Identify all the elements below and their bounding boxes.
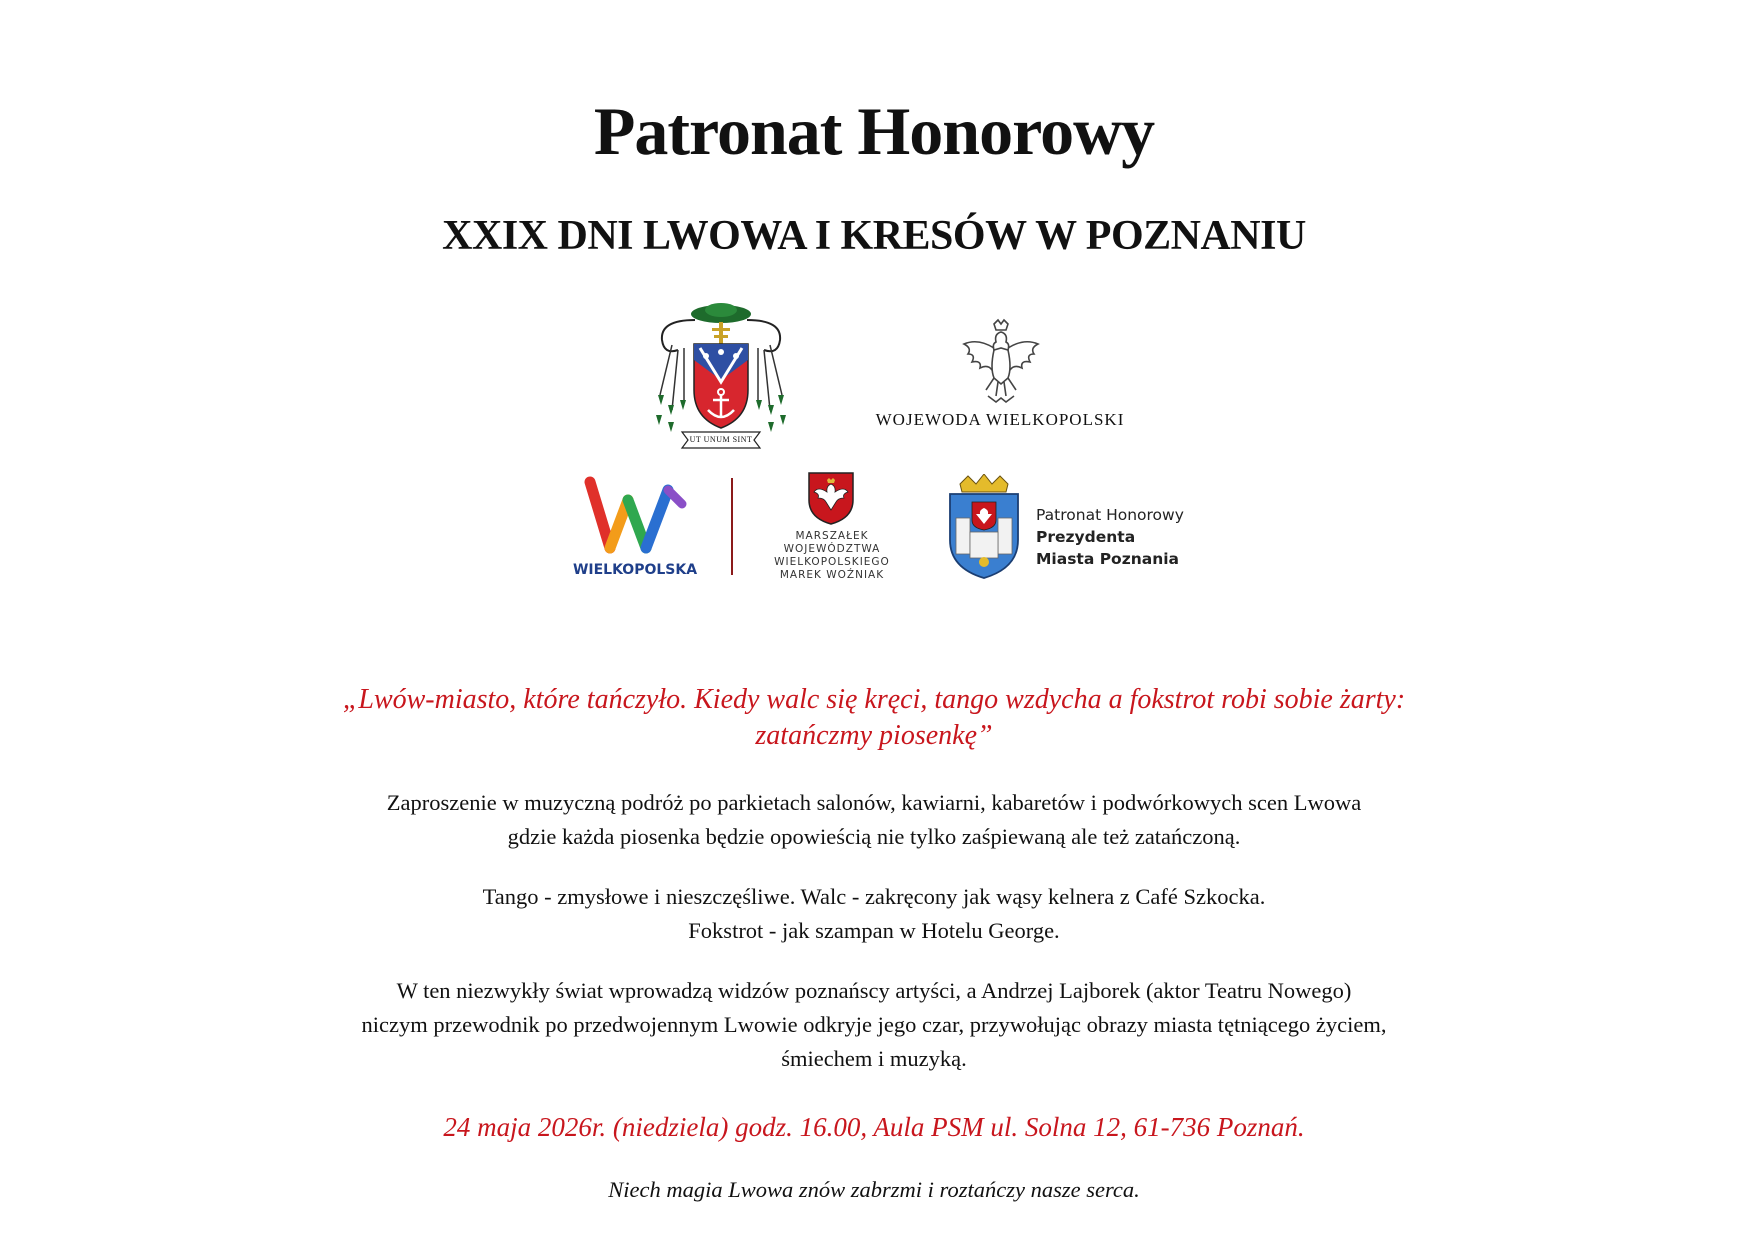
poznan-coat-of-arms-icon bbox=[946, 474, 1022, 580]
closing-line: Niech magia Lwowa znów zabrzmi i roztańczy nasze serca. bbox=[608, 1177, 1140, 1202]
bishop-coat-of-arms-icon bbox=[650, 300, 792, 452]
wielkopolska-label: WIELKOPOLSKA bbox=[572, 562, 698, 578]
quote-line-1: „Lwów-miasto, które tańczyło. Kiedy walc się kręci, tango wzdycha a fokstrot robi sobie żarty: bbox=[342, 684, 1406, 715]
paragraph-artists bbox=[0, 974, 1748, 1076]
poznan-line-3: Miasta Poznania bbox=[1036, 550, 1180, 568]
marszalek-line-3: WIELKOPOLSKIEGO bbox=[774, 556, 890, 568]
poznan-line-2: Prezydenta bbox=[1036, 528, 1136, 546]
paragraph-line: Zaproszenie w muzyczną podróż po parkietach salonów, kawiarni, kabaretów i podwórkowych scen Lwowa bbox=[386, 790, 1362, 815]
marszalek-line-1: MARSZAŁEK bbox=[795, 530, 869, 542]
paragraph-line: Tango - zmysłowe i nieszczęśliwe. Walc - zakręcony jak wąsy kelnera z Café Szkocka. bbox=[482, 884, 1266, 909]
poznan-line-1: Patronat Honorowy bbox=[1036, 506, 1184, 524]
quote bbox=[0, 682, 1748, 754]
marszalek-line-4: MAREK WOŹNIAK bbox=[779, 569, 885, 581]
logo-divider bbox=[731, 478, 733, 575]
event-details: 24 maja 2026r. (niedziela) godz. 16.00, Aula PSM ul. Solna 12, 61-736 Poznań. bbox=[443, 1112, 1305, 1142]
wojewoda-label: WOJEWODA WIELKOPOLSKI bbox=[875, 410, 1125, 429]
paragraph-line: niczym przewodnik po przedwojennym Lwowie odkryje jego czar, przywołując obrazy miasta tętniącego życiem, bbox=[361, 1012, 1387, 1037]
bishop-motto: UT UNUM SINT bbox=[689, 435, 753, 444]
paragraph-line: śmiechem i muzyką. bbox=[781, 1046, 967, 1071]
polish-eagle-icon bbox=[958, 318, 1044, 406]
paragraph-line: W ten niezwykły świat wprowadzą widzów poznańscy artyści, a Andrzej Lajborek (aktor Teatru Nowego) bbox=[396, 978, 1352, 1003]
paragraph-line: gdzie każda piosenka będzie opowieścią nie tylko zaśpiewaną ale też zatańczoną. bbox=[507, 824, 1241, 849]
wielkopolska-w-logo-icon bbox=[582, 470, 692, 556]
poznan-label bbox=[1036, 504, 1256, 570]
paragraph-invitation bbox=[0, 786, 1748, 854]
marszalek-label bbox=[752, 530, 912, 582]
paragraph-dances bbox=[0, 880, 1748, 948]
quote-line-2: zatańczmy piosenkę” bbox=[755, 720, 993, 751]
page-title: Patronat Honorowy bbox=[593, 93, 1155, 169]
marszalek-shield-icon bbox=[806, 470, 856, 526]
marszalek-line-2: WOJEWÓDZTWA bbox=[783, 543, 881, 555]
paragraph-line: Fokstrot - jak szampan w Hotelu George. bbox=[688, 918, 1060, 943]
page-subtitle: XXIX DNI LWOWA I KRESÓW W POZNANIU bbox=[442, 213, 1306, 259]
